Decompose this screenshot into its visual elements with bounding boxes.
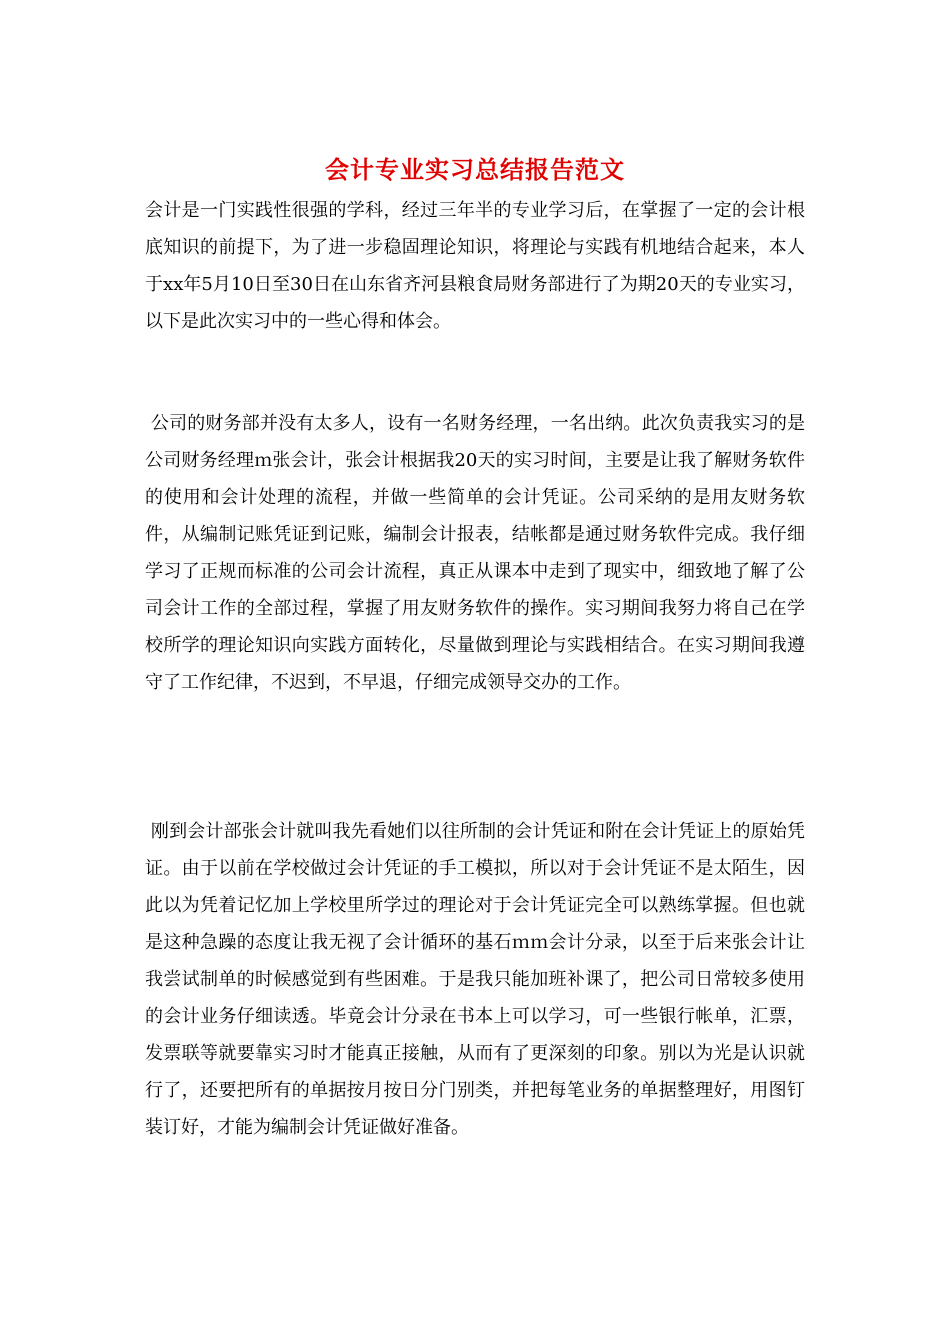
paragraph-intro: 会计是一门实践性很强的学科，经过三年半的专业学习后，在掌握了一定的会计根底知识的前提下，为了进一步稳固理论知识，将理论与实践有机地结合起来，本人于xx年5月10日至30日在山东省齐河县粮食局财务部进行了为期20天的专业实习，以下是此次实习中的一些心得和体会。 xyxy=(145,200,805,332)
paragraph-accounting-vouchers: 刚到会计部张会计就叫我先看她们以往所制的会计凭证和附在会计凭证上的原始凭证。由于以前在学校做过会计凭证的手工模拟，所以对于会计凭证不是太陌生，因此以为凭着记忆加上学校里所学过的理论对于会计凭证完全可以熟练掌握。但也就是这种急躁的态度让我无视了会计循环的基石ｍｍ会计分录，以至于后来张会计让我尝试制单的时候感觉到有些困难。于是我只能加班补课了，把公司日常较多使用的会计业务仔细读透。毕竟会计分录在书本上可以学习，可一些银行帐单，汇票，发票联等就要靠实习时才能真正接触，从而有了更深刻的印象。别以为光是认识就行了，还要把所有的单据按月按日分门别类，并把每笔业务的单据整理好，用图钉装订好，才能为编制会计凭证做好准备。 xyxy=(145,821,805,1138)
paragraph-finance-department: 公司的财务部并没有太多人，设有一名财务经理，一名出纳。此次负责我实习的是公司财务经理ｍ张会计，张会计根据我20天的实习时间，主要是让我了解财务软件的使用和会计处理的流程，并做一些简单的会计凭证。公司采纳的是用友财务软件，从编制记账凭证到记账，编制会计报表，结帐都是通过财务软件完成。我仔细学习了正规而标准的公司会计流程，真正从课本中走到了现实中，细致地了解了公司会计工作的全部过程，掌握了用友财务软件的操作。实习期间我努力将自己在学校所学的理论知识向实践方面转化，尽量做到理论与实践相结合。在实习期间我遵守了工作纪律，不迟到，不早退，仔细完成领导交办的工作。 xyxy=(145,413,805,693)
document-title: 会计专业实习总结报告范文 xyxy=(325,155,625,184)
